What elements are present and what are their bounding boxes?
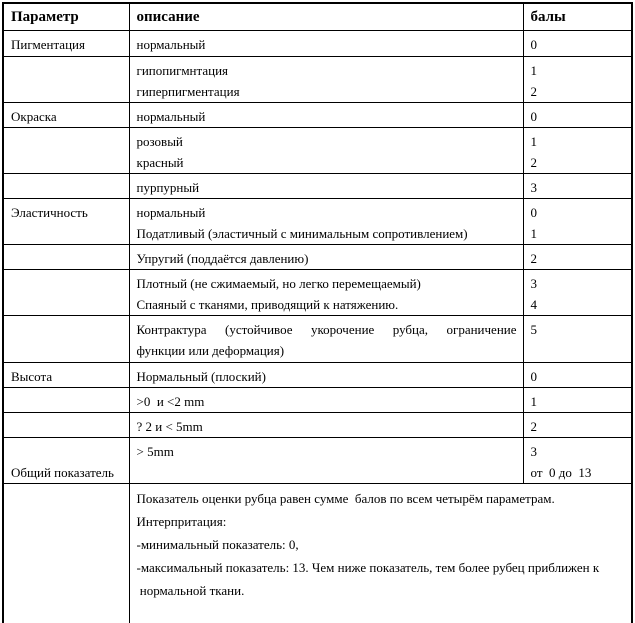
- desc-line: розовый: [136, 133, 183, 149]
- desc-cell: [129, 102, 523, 127]
- desc-line: нормальный: [136, 108, 206, 124]
- param-cell: [3, 127, 129, 173]
- desc-cell: [129, 269, 523, 315]
- footer-line: Интерпритация:: [136, 513, 227, 529]
- score-cell: [523, 362, 632, 387]
- score-line: 1: [530, 62, 537, 78]
- table-row: [3, 102, 632, 127]
- desc-line: Контрактура (устойчивое укорочение рубца, ограничение: [136, 321, 517, 337]
- table-footer-row: [3, 483, 632, 623]
- score-line: 1: [530, 225, 537, 241]
- score-line: 1: [530, 133, 537, 149]
- score-line: 0: [530, 108, 537, 124]
- table-row: [3, 387, 632, 412]
- desc-line: красный: [136, 154, 184, 170]
- desc-cell: [129, 362, 523, 387]
- score-cell: [523, 30, 632, 56]
- desc-line: Нормальный (плоский): [136, 368, 266, 384]
- desc-cell: [129, 56, 523, 102]
- param-cell: [3, 244, 129, 269]
- table-row: [3, 56, 632, 102]
- score-cell: [523, 437, 632, 483]
- score-line: 3: [530, 275, 537, 291]
- score-cell: [523, 412, 632, 437]
- score-cell: [523, 173, 632, 198]
- table-row: [3, 412, 632, 437]
- score-line: 3: [530, 443, 537, 459]
- score-line: 0: [530, 368, 537, 384]
- desc-line: Упругий (поддаётся давлению): [136, 250, 309, 266]
- desc-line: >0 и <2 mm: [136, 393, 205, 409]
- param-cell: [3, 412, 129, 437]
- param-cell: [3, 102, 129, 127]
- param-label: Эластичность: [11, 204, 88, 220]
- param-cell: [3, 315, 129, 362]
- desc-cell: [129, 412, 523, 437]
- table-row: [3, 269, 632, 315]
- desc-line: гипопигмнтация: [136, 62, 229, 78]
- table-row: [3, 362, 632, 387]
- score-line: 5: [530, 321, 537, 337]
- param-cell: [3, 437, 129, 483]
- param-label: Общий показатель: [11, 464, 114, 480]
- score-cell: [523, 269, 632, 315]
- param-cell: [3, 56, 129, 102]
- scar-scale-table: [2, 2, 633, 623]
- desc-line: ? 2 и < 5mm: [136, 418, 203, 434]
- footer-line: -минимальный показатель: 0,: [136, 536, 299, 552]
- score-line: 2: [530, 250, 537, 266]
- desc-line: > 5mm: [136, 443, 174, 459]
- param-cell: [3, 387, 129, 412]
- table-row: [3, 30, 632, 56]
- score-cell: [523, 244, 632, 269]
- table-row: [3, 173, 632, 198]
- score-cell: [523, 56, 632, 102]
- desc-cell: [129, 315, 523, 362]
- param-label: Высота: [11, 368, 53, 384]
- param-cell: [3, 362, 129, 387]
- desc-line: Податливый (эластичный с минимальным сопротивлением): [136, 225, 468, 241]
- table-header-row: [3, 3, 632, 30]
- param-cell: [3, 269, 129, 315]
- score-cell: [523, 102, 632, 127]
- score-line: 4: [530, 296, 537, 312]
- param-label: Пигментация: [11, 36, 85, 52]
- desc-cell: [129, 173, 523, 198]
- desc-cell: [129, 244, 523, 269]
- score-cell: [523, 315, 632, 362]
- score-cell: [523, 387, 632, 412]
- score-line: 0: [530, 204, 537, 220]
- desc-cell: [129, 198, 523, 244]
- score-line: 2: [530, 83, 537, 99]
- footer-line: -максимальный показатель: 13. Чем ниже показатель, тем более рубец приближен к: [136, 559, 600, 575]
- table-row: [3, 127, 632, 173]
- param-cell: [3, 30, 129, 56]
- desc-line: гиперпигментация: [136, 83, 240, 99]
- desc-cell: [129, 30, 523, 56]
- param-cell: [3, 198, 129, 244]
- desc-line: нормальный: [136, 204, 206, 220]
- score-line: 3: [530, 179, 537, 195]
- table-row: [3, 198, 632, 244]
- header-description: описание: [129, 3, 523, 30]
- desc-cell: [129, 127, 523, 173]
- desc-line: Плотный (не сжимаемый, но легко перемещаемый): [136, 275, 421, 291]
- desc-line: нормальный: [136, 36, 206, 52]
- score-line: 0: [530, 36, 537, 52]
- footer-note-cell: [129, 483, 632, 623]
- score-cell: [523, 198, 632, 244]
- table-row: [3, 437, 632, 483]
- desc-cell: [129, 387, 523, 412]
- header-score: балы: [523, 3, 632, 30]
- score-line: 2: [530, 418, 537, 434]
- footer-line: нормальной ткани.: [136, 582, 245, 598]
- score-line: 2: [530, 154, 537, 170]
- param-cell: [3, 483, 129, 623]
- desc-line: функции или деформация): [136, 342, 285, 358]
- param-label: Окраска: [11, 108, 57, 124]
- desc-line: пурпурный: [136, 179, 200, 195]
- score-cell: [523, 127, 632, 173]
- header-param: Параметр: [3, 3, 129, 30]
- desc-cell: [129, 437, 523, 483]
- table-row: [3, 315, 632, 362]
- footer-line: Показатель оценки рубца равен сумме балов по всем четырём параметрам.: [136, 490, 555, 506]
- score-line: 1: [530, 393, 537, 409]
- param-cell: [3, 173, 129, 198]
- table-row: [3, 244, 632, 269]
- score-line: от 0 до 13: [530, 464, 592, 480]
- desc-line: Спаяный с тканями, приводящий к натяжению.: [136, 296, 399, 312]
